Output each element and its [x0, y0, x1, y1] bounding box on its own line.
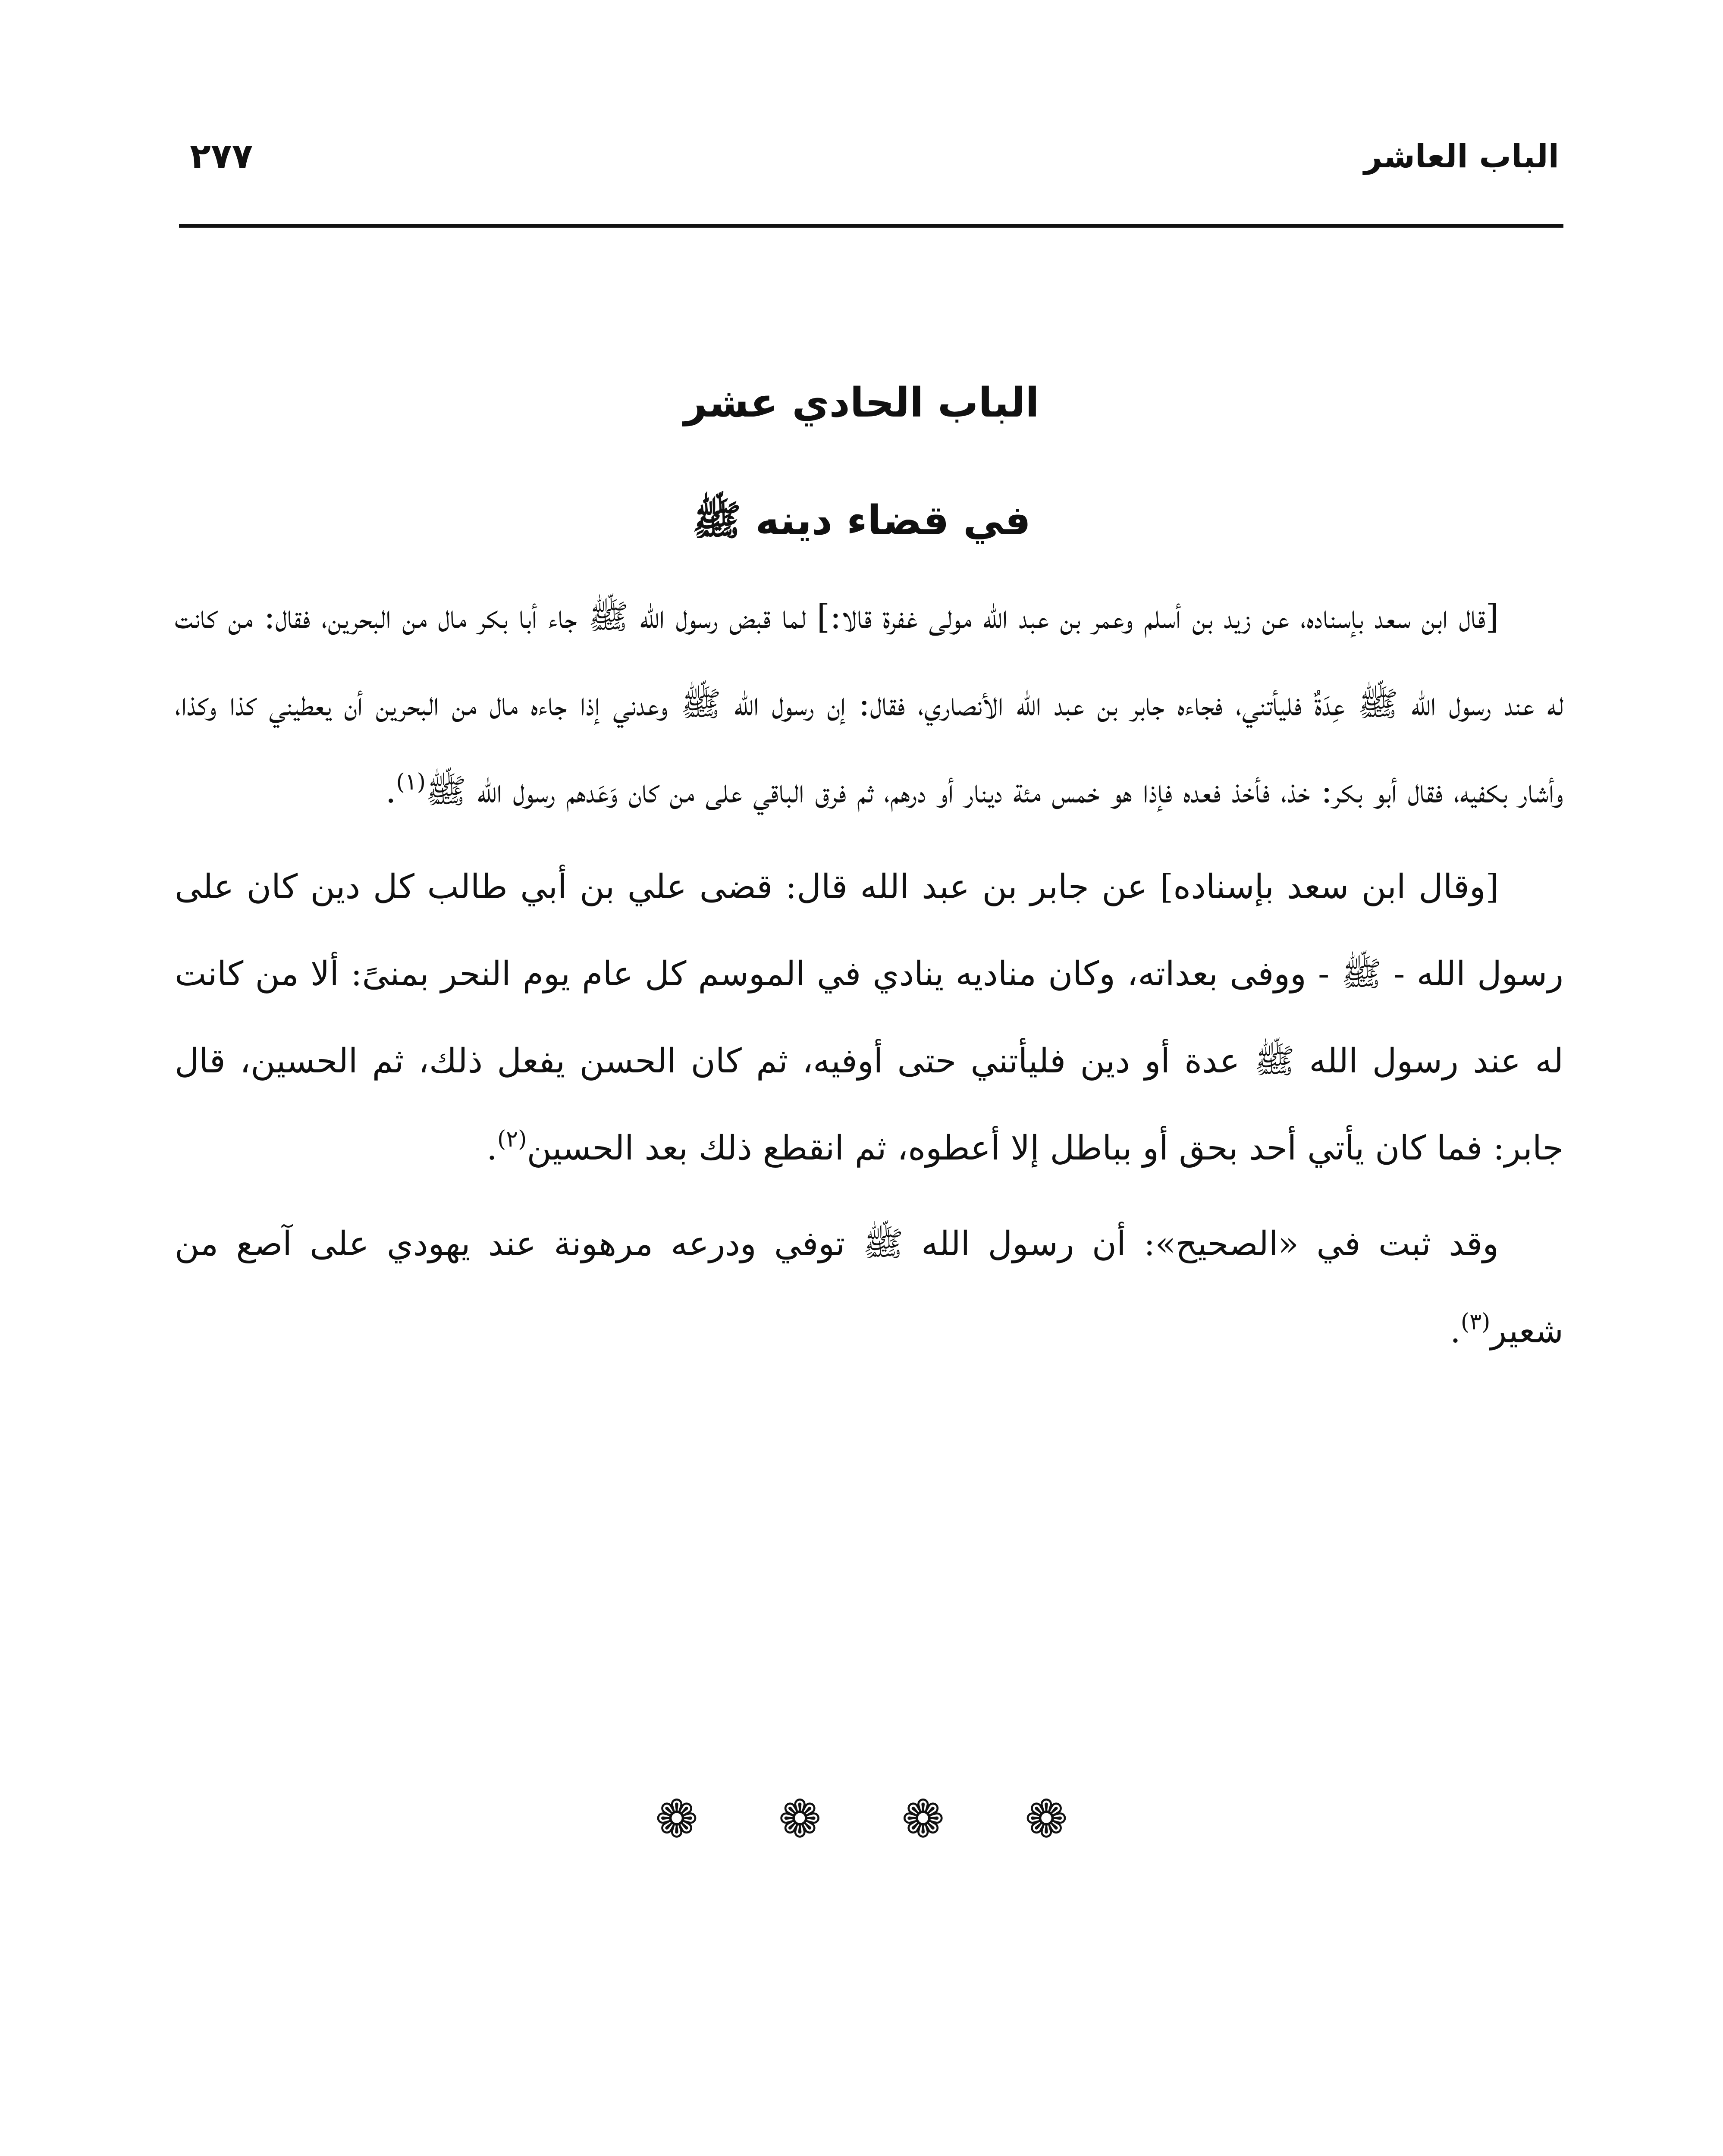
- paragraph: [175, 573, 1563, 835]
- flower-ornament-icon: ❁: [901, 1789, 945, 1849]
- header-rule: [179, 224, 1563, 228]
- paragraph-text: [وقال ابن سعد بإسناده] عن جابر بن عبد الله قال: قضى علي بن أبي طالب كل دين كان على رسول الله - ﷺ - ووفى بعداته، وكان مناديه ينادي في الموسم كل عام يوم النحر بمنىً: ألا من كانت له عند رسول الله ﷺ عدة أو دين فليأتني حتى أوفيه، ثم كان الحسن يفعل ذلك، ثم الحسين، قال جابر: فما كان يأتي أحد بحق أو بباطل إلا أعطوه، ثم انقطع ذلك بعد الحسين: [175, 868, 1563, 1168]
- paragraph: [175, 843, 1563, 1192]
- paragraph-end: .: [1450, 1312, 1461, 1351]
- section-ornaments: [0, 1789, 1723, 1849]
- paragraph-end: .: [385, 772, 396, 811]
- paragraph-end: .: [486, 1129, 497, 1168]
- footnote-ref: (٢): [497, 1126, 527, 1152]
- paragraph-text: وقد ثبت في «الصحيح»: أن رسول الله ﷺ توفي ودرعه مرهونة عند يهودي على آصع من شعير: [175, 1225, 1563, 1351]
- running-title: الباب العاشر: [1364, 138, 1559, 175]
- chapter-subtitle: في قضاء دينه ﷺ: [692, 497, 1031, 544]
- paragraph-text: [قال ابن سعد بإسناده، عن زيد بن أسلم وعمر بن عبد الله مولى غفرة قالا:] لما قبض رسول الله ﷺ جاء أبا بكر مال من البحرين، فقال: من كانت له عند رسول الله ﷺ عِدَةٌ فليأتني، فجاءه جابر بن عبد الله الأنصاري، فقال: إن رسول الله ﷺ وعدني إذا جاءه مال من البحرين أن يعطيني كذا وكذا، وأشار بكفيه، فقال أبو بكر: خذ، فأخذ فعده فإذا هو خمس مئة دينار أو درهم، ثم فرق الباقي على من كان وَعَدهم رسول الله ﷺ: [175, 598, 1563, 811]
- paragraph: [175, 1200, 1563, 1375]
- chapter-title: الباب الحادي عشر: [684, 379, 1039, 426]
- flower-ornament-icon: ❁: [778, 1789, 822, 1849]
- body-text: [175, 573, 1563, 1375]
- page-number: ٢٧٧: [190, 136, 253, 176]
- flower-ornament-icon: ❁: [655, 1789, 699, 1849]
- footnote-ref: (١): [396, 769, 426, 795]
- footnote-ref: (٣): [1460, 1309, 1491, 1335]
- flower-ornament-icon: ❁: [1024, 1789, 1068, 1849]
